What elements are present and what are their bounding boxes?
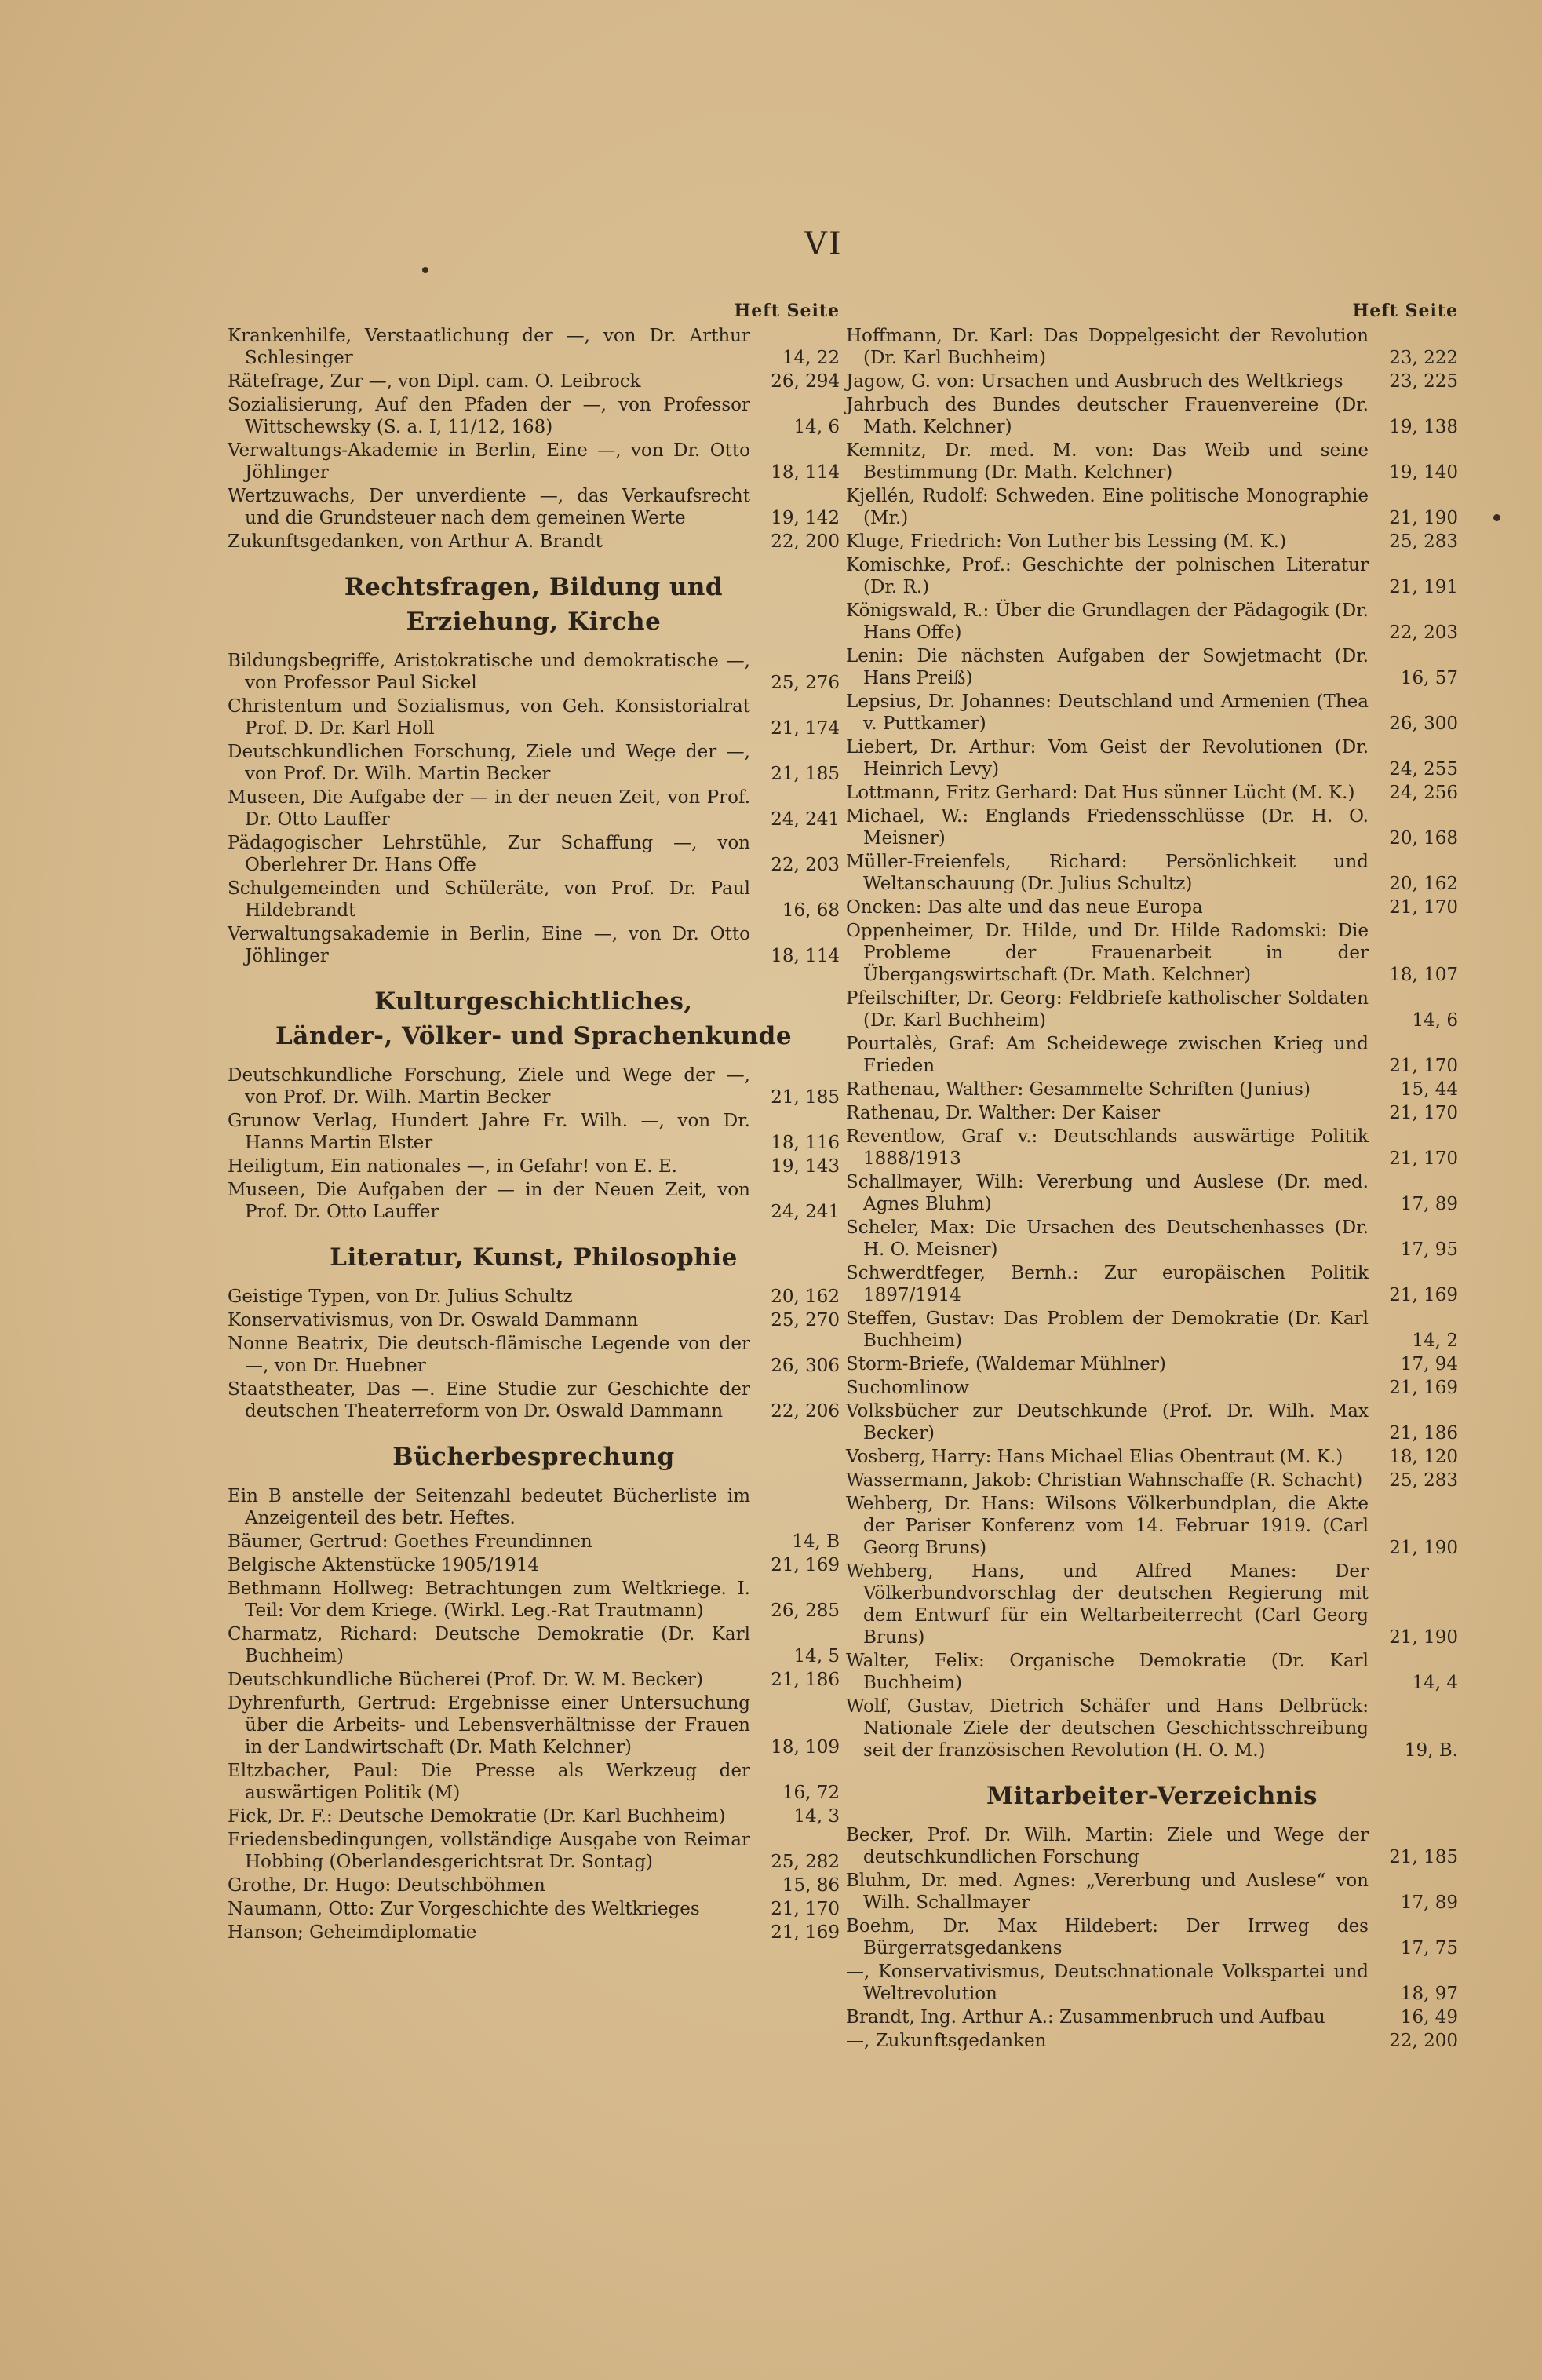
index-entry [228, 1309, 840, 1331]
entry-text: Wassermann, Jakob: Christian Wahnschaffe (R. Schacht) [846, 1470, 1363, 1491]
index-entry [846, 645, 1458, 689]
entry-issue-page: 20, 162 [1389, 874, 1458, 894]
entry-issue-page: 24, 256 [1389, 783, 1458, 803]
index-entry [846, 896, 1458, 918]
entry-issue-page: 21, 191 [1389, 577, 1458, 597]
section-heading-line: Länder-, Völker- und Sprachenkunde [275, 1022, 793, 1050]
entry-text: Bildungsbegriffe, Aristokratische und demokratische —, von Professor Paul Sickel [228, 651, 750, 693]
index-entry [228, 1874, 840, 1896]
index-entry [846, 1650, 1458, 1694]
index-entry [846, 1353, 1458, 1375]
index-entry [846, 920, 1458, 986]
entry-issue-page: 15, 86 [782, 1875, 840, 1896]
index-entry [228, 440, 840, 484]
entry-text: Liebert, Dr. Arthur: Vom Geist der Revolutionen (Dr. Heinrich Levy) [846, 737, 1369, 779]
entry-text: Bäumer, Gertrud: Goethes Freundinnen [228, 1531, 592, 1552]
index-entry [846, 2030, 1458, 2052]
ink-spot [1493, 514, 1500, 521]
index-entry [846, 1870, 1458, 1914]
entry-text: Staatstheater, Das —. Eine Studie zur Geschichte der deutschen Theaterreform von Dr. Oswald Dammann [228, 1379, 750, 1422]
entry-issue-page: 19, 140 [1389, 462, 1458, 483]
entry-text: Geistige Typen, von Dr. Julius Schultz [228, 1287, 573, 1307]
entry-issue-page: 21, 169 [771, 1555, 840, 1575]
index-entry [228, 1760, 840, 1804]
index-entry [846, 805, 1458, 849]
index-entry [846, 554, 1458, 598]
entry-text: Suchomlinow [846, 1378, 969, 1398]
entry-issue-page: 21, 170 [1389, 1103, 1458, 1123]
entry-issue-page: 25, 283 [1389, 531, 1458, 552]
index-entry [846, 371, 1458, 392]
section-heading-line: Rechtsfragen, Bildung und [344, 573, 724, 601]
entry-text: Scheler, Max: Die Ursachen des Deutschenhasses (Dr. H. O. Meisner) [846, 1217, 1369, 1260]
section-heading [846, 1779, 1458, 1813]
index-entry [228, 1531, 840, 1553]
entry-issue-page: 21, 190 [1389, 1538, 1458, 1558]
entry-issue-page: 21, 170 [771, 1899, 840, 1919]
index-entry [228, 1829, 840, 1873]
entry-issue-page: 25, 270 [771, 1310, 840, 1331]
entry-issue-page: 21, 170 [1389, 1056, 1458, 1076]
entry-text: Museen, Die Aufgabe der — in der neuen Zeit, von Prof. Dr. Otto Lauffer [228, 787, 750, 830]
entry-issue-page: 26, 300 [1389, 714, 1458, 734]
section-heading [228, 570, 840, 639]
entry-issue-page: 21, 190 [1389, 1627, 1458, 1648]
entry-issue-page: 20, 168 [1389, 828, 1458, 849]
column-header: Heft Seite [1352, 301, 1458, 321]
entry-issue-page: 19, B. [1404, 1740, 1458, 1761]
entry-issue-page: 18, 116 [771, 1133, 840, 1153]
entry-issue-page: 17, 89 [1400, 1194, 1458, 1214]
entry-text: Dyhrenfurth, Gertrud: Ergebnisse einer Untersuchung über die Arbeits- und Lebensverhältnisse der Frauen in der Landwirtschaft (Dr. Math Kelchner) [228, 1693, 750, 1758]
entry-text: Heiligtum, Ein nationales —, in Gefahr! von E. E. [228, 1156, 677, 1177]
index-entry [228, 1692, 840, 1758]
index-entry [846, 531, 1458, 553]
index-entry [846, 1171, 1458, 1215]
entry-text: Oncken: Das alte und das neue Europa [846, 897, 1203, 918]
entry-issue-page: 22, 203 [1389, 622, 1458, 643]
entry-text: Jahrbuch des Bundes deutscher Frauenvereine (Dr. Math. Kelchner) [846, 395, 1369, 437]
column-header: Heft Seite [734, 301, 840, 321]
entry-issue-page: 14, 6 [793, 417, 840, 437]
index-entry [846, 1469, 1458, 1491]
entry-issue-page: 17, 95 [1400, 1239, 1458, 1260]
entry-text: Naumann, Otto: Zur Vorgeschichte des Weltkrieges [228, 1899, 700, 1919]
entry-text: Pourtalès, Graf: Am Scheidewege zwischen Krieg und Frieden [846, 1034, 1369, 1076]
index-entry [846, 1561, 1458, 1648]
index-entry [228, 531, 840, 553]
index-entry [846, 1033, 1458, 1077]
entry-issue-page: 19, 142 [771, 508, 840, 528]
entry-text: Walter, Felix: Organische Demokratie (Dr. Karl Buchheim) [846, 1651, 1369, 1693]
entry-text: Lenin: Die nächsten Aufgaben der Sowjetmacht (Dr. Hans Preiß) [846, 646, 1369, 688]
section-heading-line: Literatur, Kunst, Philosophie [330, 1243, 738, 1272]
index-entry [846, 1400, 1458, 1444]
entry-issue-page: 21, 170 [1389, 1148, 1458, 1169]
entry-issue-page: 19, 138 [1389, 417, 1458, 437]
section-heading [228, 1440, 840, 1474]
entry-text: Fick, Dr. F.: Deutsche Demokratie (Dr. Karl Buchheim) [228, 1806, 726, 1827]
entry-issue-page: 21, 186 [1389, 1423, 1458, 1444]
index-entry [846, 485, 1458, 529]
index-entry [846, 851, 1458, 895]
entry-issue-page: 16, 72 [782, 1783, 840, 1803]
entry-text: Wehberg, Dr. Hans: Wilsons Völkerbundplan, die Akte der Pariser Konferenz vom 14. Februar 1919. (Carl Georg Bruns) [846, 1494, 1369, 1558]
index-entry [228, 1554, 840, 1576]
entry-text: Friedensbedingungen, vollständige Ausgabe von Reimar Hobbing (Oberlandesgerichtsrat Dr. Sontag) [228, 1830, 750, 1872]
index-entry [846, 1824, 1458, 1868]
entry-text: Becker, Prof. Dr. Wilh. Martin: Ziele und Wege der deutschkundlichen Forschung [846, 1825, 1369, 1867]
index-entry [228, 325, 840, 369]
entry-text: Rathenau, Dr. Walther: Der Kaiser [846, 1103, 1161, 1123]
index-entry [228, 1485, 840, 1529]
entry-issue-page: 26, 294 [771, 371, 840, 392]
entry-text: Konservativismus, von Dr. Oswald Dammann [228, 1310, 639, 1331]
entry-issue-page: 25, 282 [771, 1852, 840, 1872]
entry-issue-page: 21, 174 [771, 718, 840, 739]
section-heading [228, 1240, 840, 1275]
section-heading-line: Mitarbeiter-Verzeichnis [986, 1782, 1318, 1810]
entry-text: Vosberg, Harry: Hans Michael Elias Obentraut (M. K.) [846, 1447, 1343, 1467]
entry-text: Oppenheimer, Dr. Hilde, und Dr. Hilde Radomski: Die Probleme der Frauenarbeit in der Übergangswirtschaft (Dr. Math. Kelchner) [846, 921, 1369, 985]
entry-issue-page: 14, 2 [1412, 1331, 1458, 1351]
entry-issue-page: 18, 109 [771, 1737, 840, 1758]
left-column [228, 300, 840, 1945]
section-heading-line: Bücherbesprechung [392, 1443, 675, 1471]
index-entry [228, 1805, 840, 1827]
index-entry [228, 787, 840, 830]
entry-issue-page: 17, 94 [1400, 1354, 1458, 1374]
index-entry [846, 691, 1458, 735]
entry-text: Schwerdtfeger, Bernh.: Zur europäischen Politik 1897/1914 [846, 1263, 1369, 1305]
index-entry [846, 1079, 1458, 1101]
entry-issue-page: 22, 200 [1389, 2031, 1458, 2051]
index-entry [846, 325, 1458, 369]
entry-issue-page: 23, 222 [1389, 348, 1458, 368]
entry-text: Krankenhilfe, Verstaatlichung der —, von Dr. Arthur Schlesinger [228, 326, 750, 368]
entry-text: Hoffmann, Dr. Karl: Das Doppelgesicht der Revolution (Dr. Karl Buchheim) [846, 326, 1369, 368]
entry-issue-page: 26, 306 [771, 1356, 840, 1376]
entry-issue-page: 25, 276 [771, 673, 840, 693]
entry-text: Jagow, G. von: Ursachen und Ausbruch des Weltkriegs [846, 371, 1343, 392]
entry-text: Schulgemeinden und Schüleräte, von Prof. Dr. Paul Hildebrandt [228, 878, 750, 921]
entry-text: Zukunftsgedanken, von Arthur A. Brandt [228, 531, 603, 552]
entry-issue-page: 24, 241 [771, 1202, 840, 1222]
entry-issue-page: 15, 44 [1400, 1079, 1458, 1100]
index-entry [228, 485, 840, 529]
entry-text: Bluhm, Dr. med. Agnes: „Vererbung und Auslese“ von Wilh. Schallmayer [846, 1871, 1369, 1913]
entry-text: Kemnitz, Dr. med. M. von: Das Weib und seine Bestimmung (Dr. Math. Kelchner) [846, 440, 1369, 483]
entry-issue-page: 14, 6 [1412, 1010, 1458, 1031]
index-entry [228, 1898, 840, 1920]
index-entry [846, 1493, 1458, 1559]
index-entry [228, 1378, 840, 1422]
entry-issue-page: 14, B [792, 1531, 840, 1552]
entry-issue-page: 17, 75 [1400, 1938, 1458, 1958]
entry-issue-page: 21, 169 [1389, 1378, 1458, 1398]
entry-text: Storm-Briefe, (Waldemar Mühlner) [846, 1354, 1166, 1374]
entry-text: Kjellén, Rudolf: Schweden. Eine politische Monographie (Mr.) [846, 486, 1369, 528]
index-entry [846, 1377, 1458, 1399]
entry-text: Pädagogischer Lehrstühle, Zur Schaffung —, von Oberlehrer Dr. Hans Offe [228, 833, 750, 875]
entry-text: Brandt, Ing. Arthur A.: Zusammenbruch und Aufbau [846, 2007, 1325, 2028]
index-entry [228, 1179, 840, 1223]
index-entry [228, 1623, 840, 1667]
index-entry [846, 1446, 1458, 1468]
entry-issue-page: 21, 186 [771, 1670, 840, 1690]
entry-text: Michael, W.: Englands Friedensschlüsse (Dr. H. O. Meisner) [846, 806, 1369, 849]
entry-text: Belgische Aktenstücke 1905/1914 [228, 1555, 539, 1575]
index-entry [846, 1308, 1458, 1352]
index-entry [846, 394, 1458, 438]
section-heading-line: Erziehung, Kirche [406, 608, 662, 636]
entry-text: Ein B anstelle der Seitenzahl bedeutet Bücherliste im Anzeigenteil des betr. Heftes. [228, 1486, 750, 1528]
index-entry [228, 1922, 840, 1944]
entry-text: Rätefrage, Zur —, von Dipl. cam. O. Leibrock [228, 371, 641, 392]
entry-issue-page: 21, 185 [771, 764, 840, 784]
index-entry [846, 2006, 1458, 2028]
entry-issue-page: 19, 143 [771, 1156, 840, 1177]
entry-text: Hanson; Geheimdiplomatie [228, 1922, 477, 1943]
index-entry [228, 1064, 840, 1108]
entry-issue-page: 18, 97 [1400, 1984, 1458, 2004]
right-column [846, 300, 1458, 2053]
entry-text: Deutschkundlichen Forschung, Ziele und Wege der —, von Prof. Dr. Wilh. Martin Becker [228, 742, 750, 784]
index-entry [228, 878, 840, 922]
index-entry [228, 371, 840, 392]
entry-text: Christentum und Sozialismus, von Geh. Konsistorialrat Prof. D. Dr. Karl Holl [228, 696, 750, 739]
entry-issue-page: 22, 200 [771, 531, 840, 552]
index-entry [846, 1961, 1458, 2005]
entry-text: Eltzbacher, Paul: Die Presse als Werkzeug der auswärtigen Politik (M) [228, 1761, 750, 1803]
entry-issue-page: 17, 89 [1400, 1893, 1458, 1913]
index-entry [228, 1333, 840, 1377]
entry-issue-page: 21, 185 [771, 1087, 840, 1108]
index-entry [846, 1126, 1458, 1170]
entry-issue-page: 21, 169 [1389, 1285, 1458, 1305]
index-entry [228, 1286, 840, 1308]
index-entry [228, 650, 840, 694]
entry-text: Lepsius, Dr. Johannes: Deutschland und Armenien (Thea v. Puttkamer) [846, 692, 1369, 734]
entry-issue-page: 18, 120 [1389, 1447, 1458, 1467]
entry-issue-page: 24, 241 [771, 809, 840, 830]
entry-text: Lottmann, Fritz Gerhard: Dat Hus sünner Lücht (M. K.) [846, 783, 1355, 803]
entry-issue-page: 18, 107 [1389, 965, 1458, 985]
entry-text: Müller-Freienfels, Richard: Persönlichkeit und Weltanschauung (Dr. Julius Schultz) [846, 852, 1369, 894]
entry-text: Charmatz, Richard: Deutsche Demokratie (Dr. Karl Buchheim) [228, 1624, 750, 1666]
entry-text: Rathenau, Walther: Gesammelte Schriften (Junius) [846, 1079, 1311, 1100]
entry-text: Grunow Verlag, Hundert Jahre Fr. Wilh. —, von Dr. Hanns Martin Elster [228, 1111, 750, 1153]
index-entry [846, 987, 1458, 1031]
entry-text: Bethmann Hollweg: Betrachtungen zum Weltkriege. I. Teil: Vor dem Kriege. (Wirkl. Leg.-Rat Trautmann) [228, 1579, 750, 1621]
entry-issue-page: 22, 206 [771, 1401, 840, 1422]
index-entry [228, 1669, 840, 1691]
entry-issue-page: 25, 283 [1389, 1470, 1458, 1491]
entry-issue-page: 16, 68 [782, 900, 840, 921]
entry-text: Nonne Beatrix, Die deutsch-flämische Legende von der —, von Dr. Huebner [228, 1334, 750, 1376]
index-entry [846, 600, 1458, 644]
entry-text: —, Zukunftsgedanken [846, 2031, 1047, 2051]
entry-issue-page: 16, 49 [1400, 2007, 1458, 2028]
entry-text: Verwaltungs-Akademie in Berlin, Eine —, von Dr. Otto Jöhlinger [228, 440, 750, 483]
entry-issue-page: 16, 57 [1400, 668, 1458, 688]
entry-issue-page: 23, 225 [1389, 371, 1458, 392]
entry-issue-page: 24, 255 [1389, 759, 1458, 779]
entry-text: Deutschkundliche Forschung, Ziele und Wege der —, von Prof. Dr. Wilh. Martin Becker [228, 1065, 750, 1108]
section-heading-line: Kulturgeschichtliches, [374, 987, 693, 1016]
index-entry [846, 1915, 1458, 1959]
entry-issue-page: 21, 185 [1389, 1847, 1458, 1867]
index-entry [228, 1578, 840, 1622]
index-entry [846, 1217, 1458, 1261]
index-entry [846, 1102, 1458, 1124]
entry-issue-page: 22, 203 [771, 855, 840, 875]
index-entry [846, 440, 1458, 484]
entry-issue-page: 14, 5 [793, 1646, 840, 1666]
entry-text: Reventlow, Graf v.: Deutschlands auswärtige Politik 1888/1913 [846, 1126, 1369, 1169]
entry-issue-page: 18, 114 [771, 946, 840, 966]
entry-issue-page: 14, 4 [1412, 1673, 1458, 1693]
index-entry [228, 1110, 840, 1154]
index-entry [846, 1696, 1458, 1761]
entry-text: Königswald, R.: Über die Grundlagen der Pädagogik (Dr. Hans Offe) [846, 600, 1369, 643]
entry-text: Deutschkundliche Bücherei (Prof. Dr. W. M. Becker) [228, 1670, 703, 1690]
page-number: VI [804, 226, 843, 262]
index-entry [846, 782, 1458, 804]
entry-text: Pfeilschifter, Dr. Georg: Feldbriefe katholischer Soldaten (Dr. Karl Buchheim) [846, 988, 1369, 1031]
entry-text: Grothe, Dr. Hugo: Deutschböhmen [228, 1875, 545, 1896]
entry-text: —, Konservativismus, Deutschnationale Volkspartei und Weltrevolution [846, 1962, 1369, 2004]
entry-text: Wertzuwachs, Der unverdiente —, das Verkaufsrecht und die Grundsteuer nach dem gemeinen Werte [228, 486, 750, 528]
ink-spot [422, 267, 428, 273]
entry-issue-page: 21, 169 [771, 1922, 840, 1943]
entry-text: Wolf, Gustav, Dietrich Schäfer und Hans Delbrück: Nationale Ziele der deutschen Geschichtsschreibung seit der französischen Revolution (H. O. M.) [846, 1696, 1369, 1761]
entry-issue-page: 21, 170 [1389, 897, 1458, 918]
entry-issue-page: 20, 162 [771, 1287, 840, 1307]
entry-text: Kluge, Friedrich: Von Luther bis Lessing (M. K.) [846, 531, 1287, 552]
index-entry [228, 741, 840, 785]
section-heading [228, 984, 840, 1053]
entry-issue-page: 14, 3 [793, 1806, 840, 1827]
index-entry [228, 695, 840, 739]
index-entry [846, 736, 1458, 780]
index-entry [228, 394, 840, 438]
entry-text: Museen, Die Aufgaben der — in der Neuen Zeit, von Prof. Dr. Otto Lauffer [228, 1180, 750, 1222]
entry-text: Steffen, Gustav: Das Problem der Demokratie (Dr. Karl Buchheim) [846, 1309, 1369, 1351]
entry-text: Schallmayer, Wilh: Vererbung und Auslese (Dr. med. Agnes Bluhm) [846, 1172, 1369, 1214]
entry-text: Komischke, Prof.: Geschichte der polnischen Literatur (Dr. R.) [846, 555, 1369, 597]
index-entry [228, 1155, 840, 1177]
index-entry [846, 1262, 1458, 1306]
entry-issue-page: 21, 190 [1389, 508, 1458, 528]
index-entry [228, 923, 840, 967]
entry-text: Boehm, Dr. Max Hildebert: Der Irrweg des Bürgerratsgedankens [846, 1916, 1369, 1958]
entry-text: Wehberg, Hans, und Alfred Manes: Der Völkerbundvorschlag der deutschen Regierung mit dem Entwurf für ein Weltarbeiterrecht (Carl Georg Bruns) [846, 1561, 1369, 1648]
entry-issue-page: 14, 22 [782, 348, 840, 368]
entry-text: Verwaltungsakademie in Berlin, Eine —, von Dr. Otto Jöhlinger [228, 924, 750, 966]
entry-issue-page: 26, 285 [771, 1601, 840, 1621]
entry-text: Volksbücher zur Deutschkunde (Prof. Dr. Wilh. Max Becker) [846, 1401, 1369, 1444]
index-entry [228, 832, 840, 876]
entry-text: Sozialisierung, Auf den Pfaden der —, von Professor Wittschewsky (S. a. I, 11/12, 168) [228, 395, 750, 437]
entry-issue-page: 18, 114 [771, 462, 840, 483]
